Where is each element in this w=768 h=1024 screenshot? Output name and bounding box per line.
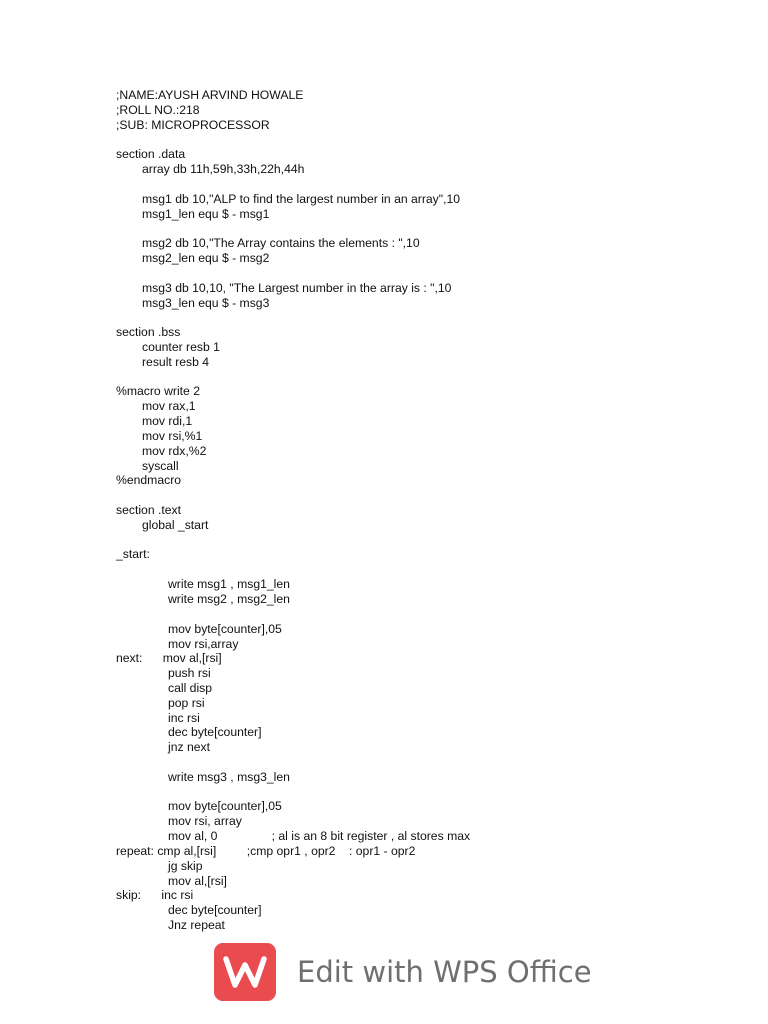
- code-line: global _start: [142, 518, 209, 532]
- code-line: counter resb 1: [142, 340, 220, 354]
- code-line: msg1 db 10,"ALP to find the largest number in an array",10: [142, 192, 461, 206]
- code-line: write msg3 , msg3_len: [168, 770, 290, 784]
- code-line: jnz next: [168, 740, 211, 754]
- code-line: msg2_len equ $ - msg2: [142, 251, 270, 265]
- wps-logo-icon: [214, 943, 276, 1001]
- code-line: mov al,[rsi]: [168, 874, 227, 888]
- code-line: mov rsi,array: [168, 637, 239, 651]
- code-line: result resb 4: [142, 355, 210, 369]
- code-line: mov rsi,%1: [142, 429, 203, 443]
- code-line: msg3_len equ $ - msg3: [142, 296, 270, 310]
- code-line: msg2 db 10,"The Array contains the elements : ",10: [142, 236, 420, 250]
- code-line: jg skip: [168, 859, 203, 873]
- code-line: mov rdi,1: [142, 414, 193, 428]
- code-line: mov byte[counter],05: [168, 622, 282, 636]
- code-line: ;ROLL NO.:218: [116, 103, 200, 117]
- wps-watermark-text: Edit with WPS Office: [297, 955, 592, 989]
- code-line: msg3 db 10,10, "The Largest number in the array is : ",10: [142, 281, 452, 295]
- code-line: mov byte[counter],05: [168, 799, 282, 813]
- code-line: write msg2 , msg2_len: [168, 592, 290, 606]
- code-line: ;NAME:AYUSH ARVIND HOWALE: [116, 88, 304, 102]
- code-line: push rsi: [168, 666, 211, 680]
- code-line: section .data: [116, 147, 186, 161]
- code-line: inc rsi: [168, 711, 200, 725]
- code-line: section .bss: [116, 325, 181, 339]
- code-line: ;SUB: MICROPROCESSOR: [116, 118, 270, 132]
- code-line: Jnz repeat: [168, 918, 225, 932]
- code-line: next: mov al,[rsi]: [116, 651, 222, 665]
- wps-w-glyph-icon: [214, 943, 276, 1001]
- code-line: mov rdx,%2: [142, 444, 207, 458]
- wps-watermark-banner: [214, 943, 592, 1001]
- code-line: %macro write 2: [116, 384, 200, 398]
- code-line: _start:: [116, 547, 150, 561]
- code-line: syscall: [142, 459, 179, 473]
- code-line: dec byte[counter]: [168, 725, 262, 739]
- code-line: section .text: [116, 503, 182, 517]
- code-line: mov rax,1: [142, 399, 196, 413]
- code-line: skip: inc rsi: [116, 888, 194, 902]
- code-line: write msg1 , msg1_len: [168, 577, 290, 591]
- code-line: array db 11h,59h,33h,22h,44h: [142, 162, 305, 176]
- code-line: pop rsi: [168, 696, 205, 710]
- code-line: mov rsi, array: [168, 814, 242, 828]
- code-line: mov al, 0 ; al is an 8 bit register , al stores max: [168, 829, 471, 843]
- code-line: repeat: cmp al,[rsi] ;cmp opr1 , opr2 : opr1 - opr2: [116, 844, 416, 858]
- code-line: %endmacro: [116, 473, 182, 487]
- code-line: msg1_len equ $ - msg1: [142, 207, 270, 221]
- code-line: call disp: [168, 681, 213, 695]
- code-line: dec byte[counter]: [168, 903, 262, 917]
